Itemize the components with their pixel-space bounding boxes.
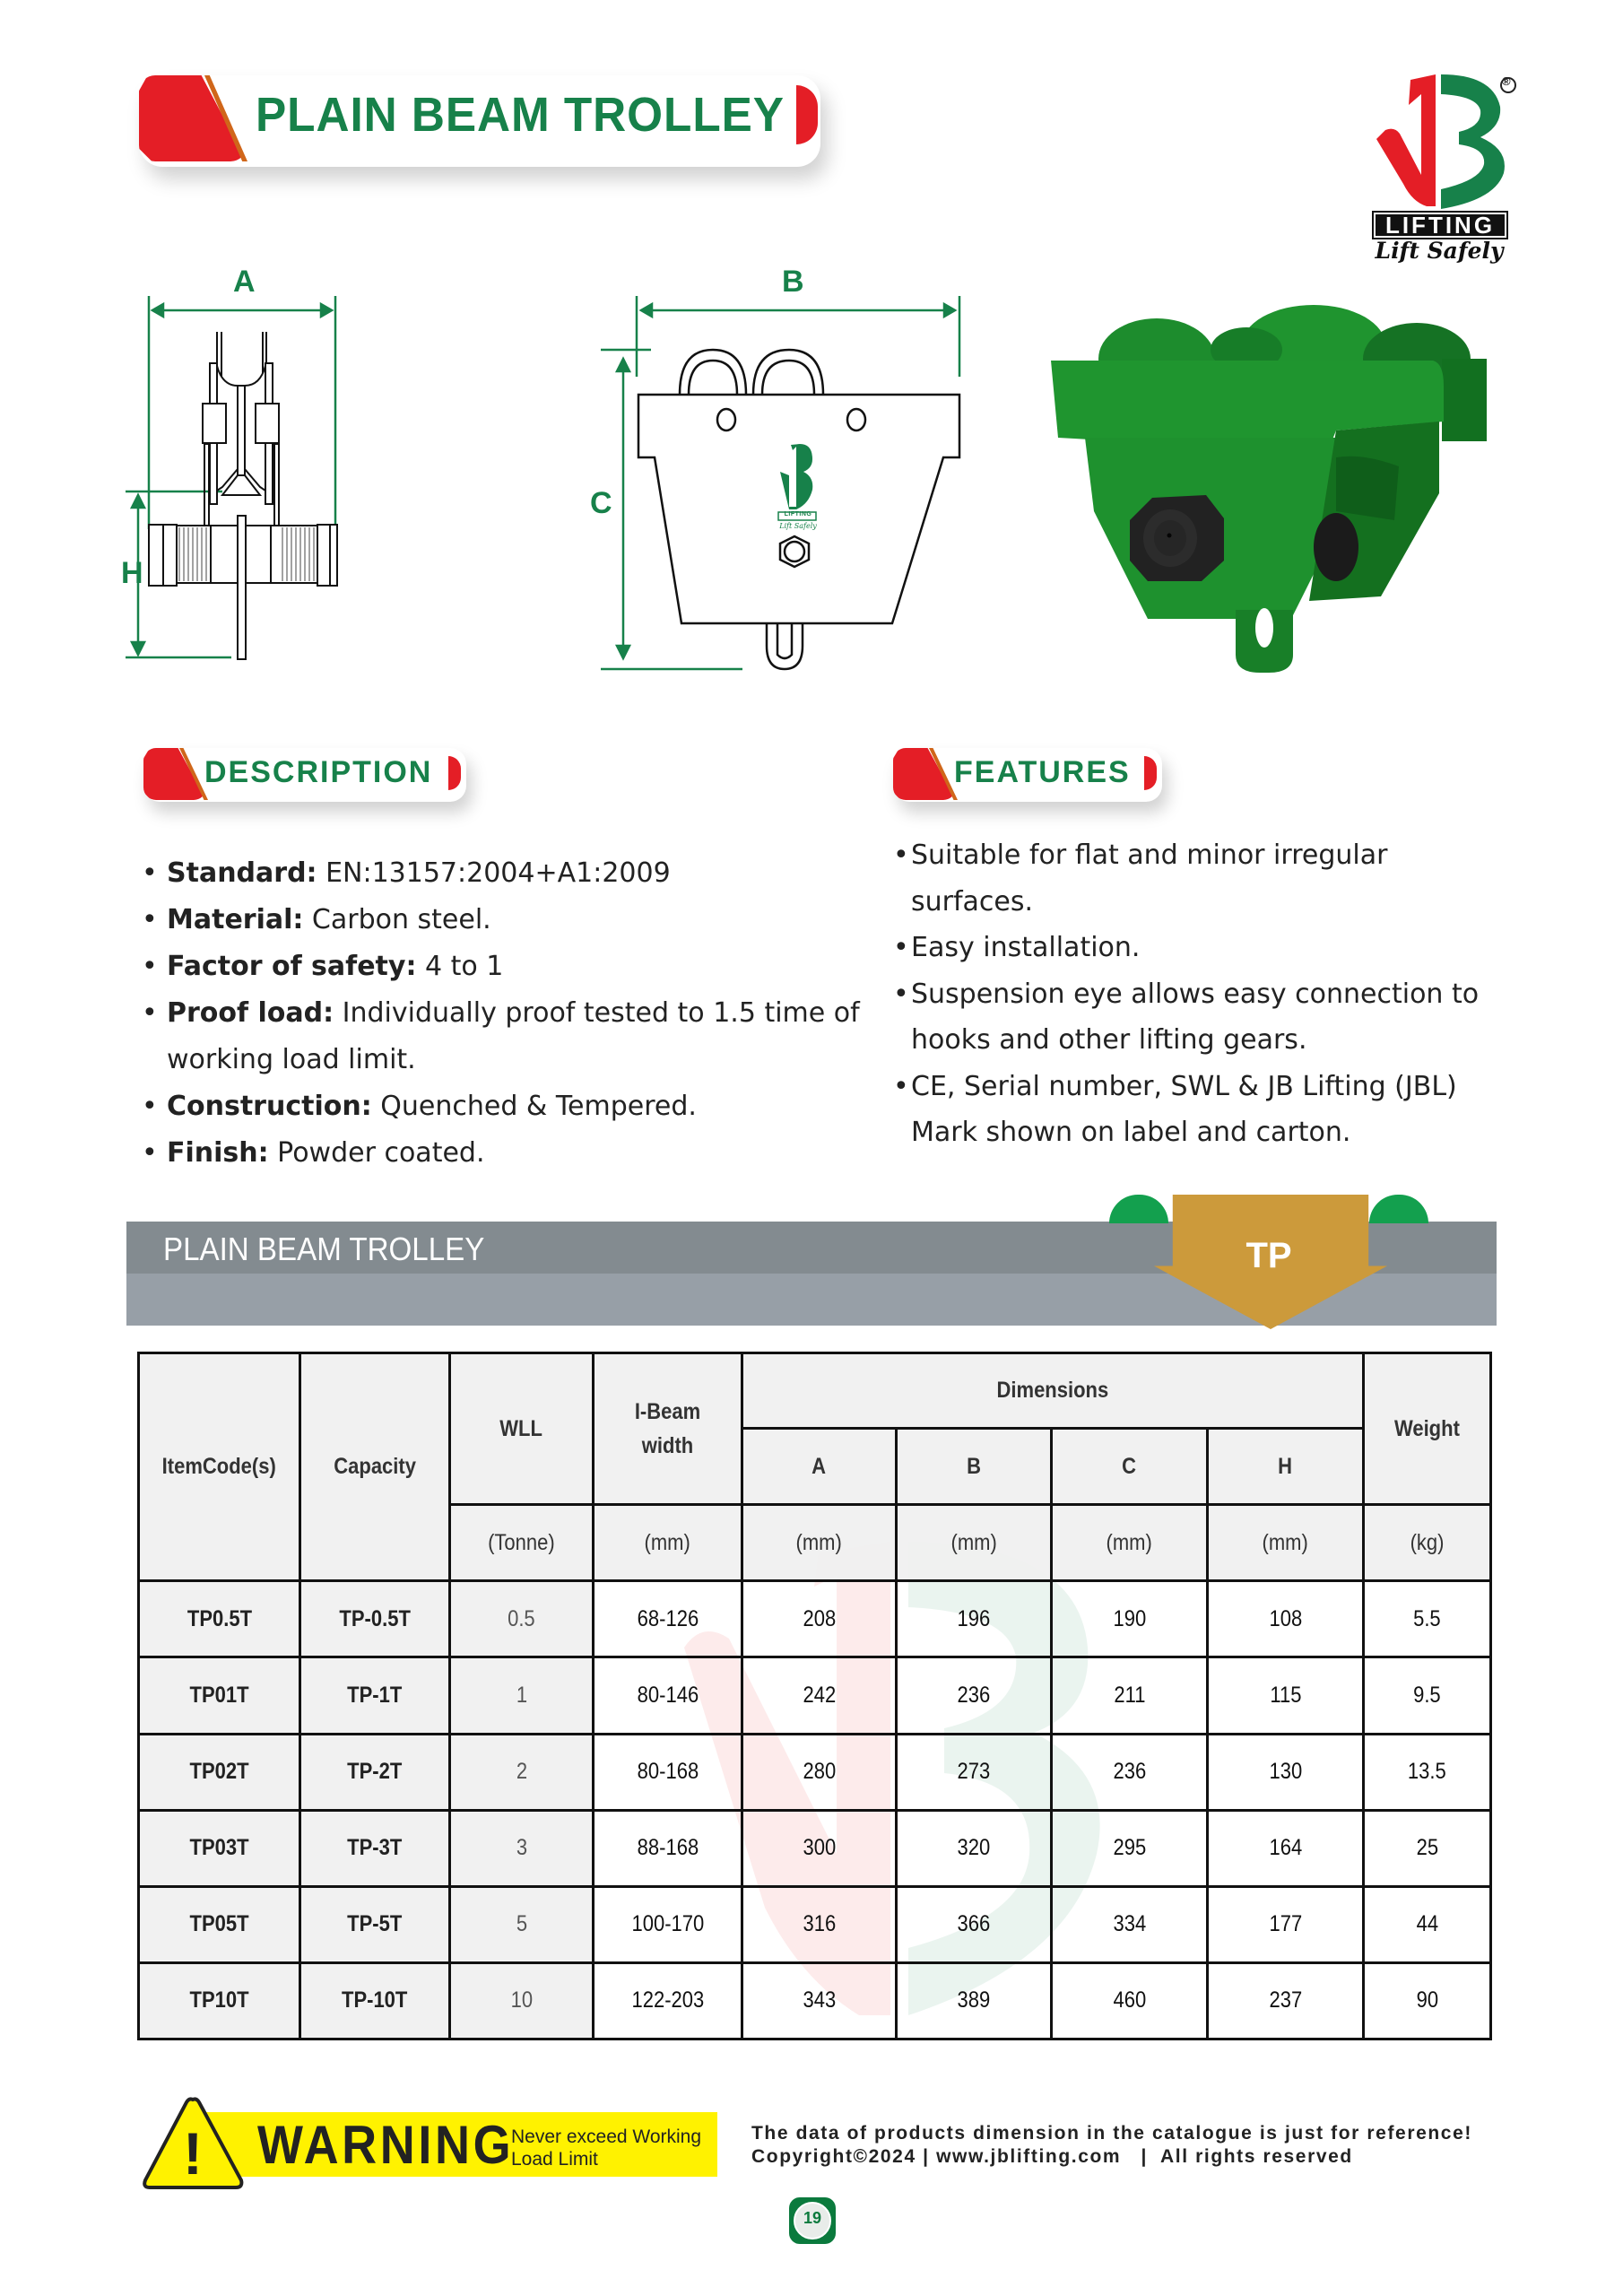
cell-a-text: 242 (803, 1682, 836, 1708)
cell-wll (450, 1962, 594, 2039)
cell-a (742, 1886, 897, 1962)
header-wll (450, 1353, 594, 1505)
cell-ibeam (594, 1657, 742, 1734)
cell-weight (1364, 1962, 1491, 2039)
cell-h-text: 164 (1269, 1835, 1302, 1861)
cell-capacity-text: TP-1T (347, 1682, 403, 1708)
banner-title: PLAIN BEAM TROLLEY (163, 1231, 485, 1267)
footer-disclaimer: The data of products dimension in the catalogue is just for reference! (751, 2123, 1472, 2144)
table-row (139, 1962, 1491, 2039)
header-item-code (139, 1353, 300, 1581)
cell-b-text: 236 (957, 1682, 991, 1708)
header-weight (1364, 1353, 1491, 1505)
logo-tagline: Lift Safely (1375, 238, 1504, 264)
description-list (142, 850, 859, 1177)
cell-c-text: 334 (1113, 1911, 1146, 1937)
cell-b-text: 366 (957, 1911, 991, 1937)
cell-h-text: 130 (1269, 1759, 1302, 1785)
description-item (142, 850, 859, 897)
cell-code (139, 1886, 300, 1962)
cell-capacity-text: TP-5T (347, 1911, 403, 1937)
cell-b (897, 1810, 1052, 1886)
cell-weight (1364, 1810, 1491, 1886)
front-view-drawing (574, 260, 986, 691)
header-dimensions (742, 1353, 1364, 1429)
cell-weight-text: 25 (1416, 1835, 1438, 1861)
cell-wll-text: 10 (510, 1987, 533, 2013)
feature-item: • Easy installation. (893, 925, 1485, 971)
header-item-code-text: ItemCode(s) (161, 1454, 277, 1480)
cell-wll-text: 5 (516, 1911, 527, 1937)
header-dim-b-text: B (967, 1453, 981, 1479)
front-view-diagram (574, 260, 986, 691)
table-row (139, 1810, 1491, 1886)
cell-weight (1364, 1581, 1491, 1657)
unit-a (742, 1505, 897, 1581)
logo-brand-word: LIFTING (1372, 211, 1508, 239)
description-item (142, 1083, 859, 1130)
unit-wll (450, 1505, 594, 1581)
header-weight-text: Weight (1394, 1415, 1460, 1441)
cell-weight (1364, 1886, 1491, 1962)
cell-c (1052, 1657, 1208, 1734)
cell-c-text: 236 (1113, 1759, 1146, 1785)
cell-c-text: 190 (1113, 1605, 1146, 1631)
unit-weight (1364, 1505, 1491, 1581)
cell-c (1052, 1962, 1208, 2039)
cell-capacity (300, 1810, 450, 1886)
cell-code-text: TP10T (189, 1987, 249, 2013)
unit-h (1208, 1505, 1364, 1581)
cell-weight-text: 5.5 (1413, 1605, 1441, 1631)
cell-a-text: 280 (803, 1759, 836, 1785)
cell-code-text: TP03T (189, 1835, 249, 1861)
cell-b-text: 389 (957, 1987, 991, 2013)
description-item-key: Material: (167, 904, 304, 935)
cell-ibeam-text: 88-168 (637, 1835, 699, 1861)
cell-code (139, 1734, 300, 1810)
cell-a (742, 1581, 897, 1657)
cell-capacity (300, 1581, 450, 1657)
cell-h-text: 108 (1269, 1605, 1302, 1631)
unit-ibeam (594, 1505, 742, 1581)
cell-a-text: 343 (803, 1987, 836, 2013)
cell-ibeam-text: 68-126 (637, 1605, 699, 1631)
table-body (139, 1581, 1491, 2039)
cell-code-text: TP01T (189, 1682, 249, 1708)
cell-h-text: 115 (1269, 1682, 1302, 1708)
header-dim-b (897, 1429, 1052, 1505)
description-item-value: Powder coated. (268, 1137, 485, 1169)
cell-b-text: 320 (957, 1835, 991, 1861)
unit-a-text: (mm) (795, 1529, 843, 1555)
features-list (893, 832, 1485, 1156)
cell-h (1208, 1581, 1364, 1657)
description-item-key: Standard: (167, 857, 317, 889)
cell-code-text: TP0.5T (187, 1605, 252, 1631)
cell-code (139, 1581, 300, 1657)
cell-b (897, 1962, 1052, 2039)
feature-item: • Suspension eye allows easy connection to hooks and other lifting gears. (893, 971, 1485, 1064)
cell-b (897, 1581, 1052, 1657)
cell-ibeam (594, 1962, 742, 2039)
cell-code (139, 1962, 300, 2039)
dimension-label-b: B (782, 265, 804, 299)
description-item-key: Factor of safety: (167, 951, 417, 982)
cell-wll-text: 0.5 (508, 1605, 535, 1631)
cell-b (897, 1657, 1052, 1734)
description-item-key: Finish: (167, 1137, 269, 1169)
cell-ibeam-text: 80-146 (637, 1682, 699, 1708)
cell-wll-text: 3 (516, 1835, 527, 1861)
plate-logo-brand-word: LIFTING (784, 511, 812, 517)
cell-capacity (300, 1657, 450, 1734)
description-item-value: Carbon steel. (303, 904, 491, 935)
warning-exclamation: ! (183, 2120, 203, 2187)
cell-b-text: 273 (957, 1759, 991, 1785)
unit-ibeam-text: (mm) (644, 1529, 691, 1555)
table-row (139, 1734, 1491, 1810)
cell-c (1052, 1581, 1208, 1657)
cell-weight (1364, 1657, 1491, 1734)
banner-green-tab-left (1109, 1195, 1168, 1223)
cell-b-text: 196 (957, 1605, 991, 1631)
page-number-badge (789, 2197, 836, 2244)
cell-c (1052, 1886, 1208, 1962)
cell-h (1208, 1734, 1364, 1810)
cell-ibeam-text: 122-203 (631, 1987, 704, 2013)
header-ibeam-width-text: I-Beam width (634, 1399, 701, 1459)
header-capacity-text: Capacity (334, 1454, 416, 1480)
cell-ibeam-text: 100-170 (631, 1911, 704, 1937)
description-item-value: Individually proof tested to 1.5 time of working load limit. (167, 997, 860, 1075)
header-capacity (300, 1353, 450, 1581)
cell-h (1208, 1886, 1364, 1962)
cell-weight-text: 9.5 (1413, 1682, 1441, 1708)
side-view-diagram (117, 260, 538, 691)
cell-a (742, 1810, 897, 1886)
description-item-value: Quenched & Tempered. (371, 1091, 697, 1122)
cell-a (742, 1657, 897, 1734)
header-dim-c-text: C (1122, 1453, 1137, 1479)
cell-a-text: 300 (803, 1835, 836, 1861)
cell-weight (1364, 1734, 1491, 1810)
registered-mark: ® (1502, 74, 1511, 88)
product-code: TP (1245, 1236, 1292, 1275)
side-view-drawing (117, 260, 538, 691)
cell-capacity (300, 1886, 450, 1962)
cell-wll (450, 1886, 594, 1962)
cell-h (1208, 1657, 1364, 1734)
description-heading: DESCRIPTION (204, 755, 433, 789)
unit-h-text: (mm) (1262, 1529, 1309, 1555)
warning-title: WARNING (257, 2115, 515, 2175)
cell-ibeam (594, 1581, 742, 1657)
cell-a-text: 208 (803, 1605, 836, 1631)
cell-a-text: 316 (803, 1911, 836, 1937)
cell-wll (450, 1810, 594, 1886)
feature-item: • Suitable for flat and minor irregular surfaces. (893, 832, 1485, 925)
table-row (139, 1581, 1491, 1657)
cell-c (1052, 1810, 1208, 1886)
cell-capacity-text: TP-3T (347, 1835, 403, 1861)
description-item (142, 990, 866, 1083)
spec-table-wrapper (137, 1352, 1489, 2040)
cell-a (742, 1734, 897, 1810)
footer-copyright: Copyright©2024 | www.jblifting.com | All rights reserved (751, 2146, 1353, 2167)
description-item-value: 4 to 1 (416, 951, 504, 982)
dimension-label-h: H (121, 556, 143, 590)
header-ibeam-width (594, 1353, 742, 1505)
cell-capacity-text: TP-0.5T (339, 1605, 411, 1631)
cell-ibeam (594, 1734, 742, 1810)
features-heading: FEATURES (954, 755, 1131, 789)
unit-b (897, 1505, 1052, 1581)
plate-logo-tagline: Lift Safely (779, 522, 817, 530)
table-row (139, 1657, 1491, 1734)
unit-c-text: (mm) (1106, 1529, 1153, 1555)
cell-b (897, 1734, 1052, 1810)
jb-monogram-icon (1358, 67, 1520, 215)
cell-code (139, 1810, 300, 1886)
unit-wll-text: (Tonne) (488, 1529, 555, 1555)
description-item (142, 897, 859, 944)
cell-c-text: 211 (1113, 1682, 1146, 1708)
cell-capacity (300, 1962, 450, 2039)
cell-capacity-text: TP-2T (347, 1759, 403, 1785)
cell-code (139, 1657, 300, 1734)
cell-wll-text: 2 (516, 1759, 527, 1785)
cell-c-text: 295 (1113, 1835, 1146, 1861)
dimension-label-c: C (590, 486, 612, 520)
header-dim-h (1208, 1429, 1364, 1505)
page-number: 19 (803, 2209, 822, 2227)
cell-ibeam (594, 1810, 742, 1886)
unit-c (1052, 1505, 1208, 1581)
cell-code-text: TP05T (189, 1911, 249, 1937)
cell-h (1208, 1962, 1364, 2039)
description-section-header (143, 748, 466, 811)
header-dim-a-text: A (812, 1453, 827, 1479)
header-dim-h-text: H (1278, 1453, 1293, 1479)
page-title: PLAIN BEAM TROLLEY (256, 88, 785, 142)
description-item (142, 1130, 859, 1177)
product-photo (1040, 296, 1497, 682)
header-dim-a (742, 1429, 897, 1505)
cell-c-text: 460 (1113, 1987, 1146, 2013)
cell-wll (450, 1734, 594, 1810)
warning-label (139, 2094, 722, 2193)
unit-b-text: (mm) (950, 1529, 997, 1555)
feature-item: • CE, Serial number, SWL & JB Lifting (JBL) Mark shown on label and carton. (893, 1064, 1485, 1156)
cell-h (1208, 1810, 1364, 1886)
cell-b (897, 1886, 1052, 1962)
description-item (142, 944, 859, 990)
cell-weight-text: 44 (1416, 1911, 1438, 1937)
cell-wll (450, 1657, 594, 1734)
cell-capacity (300, 1734, 450, 1810)
header-dimensions-text: Dimensions (996, 1378, 1109, 1404)
header-wll-text: WLL (499, 1415, 543, 1441)
warning-message-line1: Never exceed Working (511, 2126, 702, 2147)
cell-code-text: TP02T (189, 1759, 249, 1785)
features-section-header (893, 748, 1162, 811)
header-dim-c (1052, 1429, 1208, 1505)
warning-message-line2: Load Limit (511, 2149, 598, 2170)
cell-capacity-text: TP-10T (342, 1987, 408, 2013)
banner-green-tab-right (1369, 1195, 1428, 1223)
cell-h-text: 237 (1269, 1987, 1302, 2013)
cell-ibeam-text: 80-168 (637, 1759, 699, 1785)
description-item-key: Construction: (167, 1091, 372, 1122)
cell-wll (450, 1581, 594, 1657)
cell-h-text: 177 (1269, 1911, 1302, 1937)
footer-text (751, 2122, 1472, 2169)
cell-a (742, 1962, 897, 2039)
cell-weight-text: 13.5 (1408, 1759, 1446, 1785)
cell-c (1052, 1734, 1208, 1810)
cell-weight-text: 90 (1416, 1987, 1438, 2013)
cell-ibeam (594, 1886, 742, 1962)
description-item-value: EN:13157:2004+A1:2009 (317, 857, 671, 889)
dimension-label-a: A (233, 265, 256, 299)
beam-trolley-image (1040, 296, 1497, 682)
jb-lifting-logo (1358, 67, 1520, 274)
unit-weight-text: (kg) (1410, 1529, 1445, 1555)
description-item-key: Proof load: (167, 997, 334, 1029)
cell-wll-text: 1 (516, 1682, 527, 1708)
spec-table (137, 1352, 1492, 2040)
table-row (139, 1886, 1491, 1962)
